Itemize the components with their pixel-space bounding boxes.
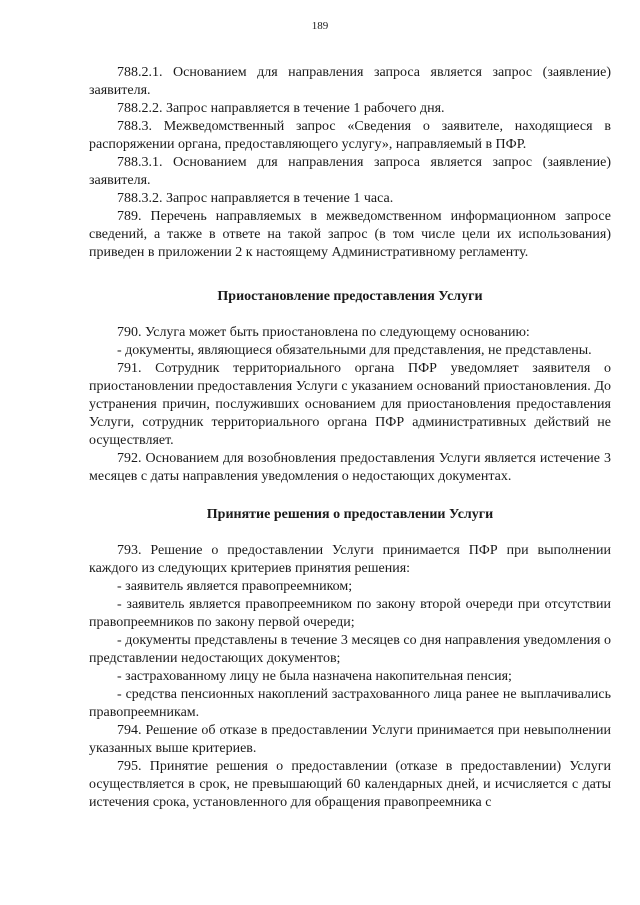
list-item-criterion-2: - заявитель является правопреемником по закону второй очереди при отсутствии правопреемников по закону первой очереди;	[89, 597, 611, 630]
page-number: 189	[311, 20, 329, 32]
paragraph-788-3-2: 788.3.2. Запрос направляется в течение 1 часа.	[117, 191, 394, 206]
list-item-criterion-3: - документы представлены в течение 3 месяцев со дня направления уведомления о представлении недостающих документов;	[89, 633, 611, 666]
section-heading-decision: Принятие решения о предоставлении Услуги	[206, 507, 494, 522]
paragraph-790: 790. Услуга может быть приостановлена по следующему основанию:	[117, 325, 530, 340]
list-item-criterion-4: - застрахованному лицу не была назначена накопительная пенсия;	[117, 669, 512, 684]
paragraph-789: 789. Перечень направляемых в межведомственном информационном запросе сведений, а также в ответе на такой запрос (в том числе цели их использования) приведен в приложении 2 к настоящему Административному регламенту.	[89, 209, 611, 260]
list-item-criterion-5: - средства пенсионных накоплений застрахованного лица ранее не выплачивались правопреемникам.	[89, 687, 611, 720]
paragraph-788-3: 788.3. Межведомственный запрос «Сведения о заявителе, находящиеся в распоряжении органа, предоставляющего услугу», направляемый в ПФР.	[89, 119, 611, 152]
list-item-criterion-1: - заявитель является правопреемником;	[117, 579, 353, 594]
paragraph-788-2-1: 788.2.1. Основанием для направления запроса является запрос (заявление) заявителя.	[89, 65, 611, 98]
paragraph-791: 791. Сотрудник территориального органа ПФР уведомляет заявителя о приостановлении предоставления Услуги с указанием оснований приостановления. До устранения причин, послуживших основанием для приостановления предоставления Услуги, сотрудник территориального органа ПФР административных действий не осуществляет.	[89, 361, 611, 448]
paragraph-793: 793. Решение о предоставлении Услуги принимается ПФР при выполнении каждого из следующих критериев принятия решения:	[89, 543, 611, 576]
document-body	[89, 64, 611, 812]
paragraph-795: 795. Принятие решения о предоставлении (отказе в предоставлении) Услуги осуществляется в срок, не превышающий 60 календарных дней, и исчисляется с даты истечения срока, установленного для обращения правопреемника с	[89, 759, 611, 810]
paragraph-788-2-2: 788.2.2. Запрос направляется в течение 1 рабочего дня.	[117, 101, 445, 116]
section-heading-suspension: Приостановление предоставления Услуги	[217, 289, 483, 304]
paragraph-794: 794. Решение об отказе в предоставлении Услуги принимается при невыполнении указанных выше критериев.	[89, 723, 611, 756]
paragraph-788-3-1: 788.3.1. Основанием для направления запроса является запрос (заявление) заявителя.	[89, 155, 611, 188]
paragraph-792: 792. Основанием для возобновления предоставления Услуги является истечение 3 месяцев с даты направления уведомления о недостающих документах.	[89, 451, 611, 484]
list-item-790-basis: - документы, являющиеся обязательными для представления, не представлены.	[117, 343, 592, 358]
